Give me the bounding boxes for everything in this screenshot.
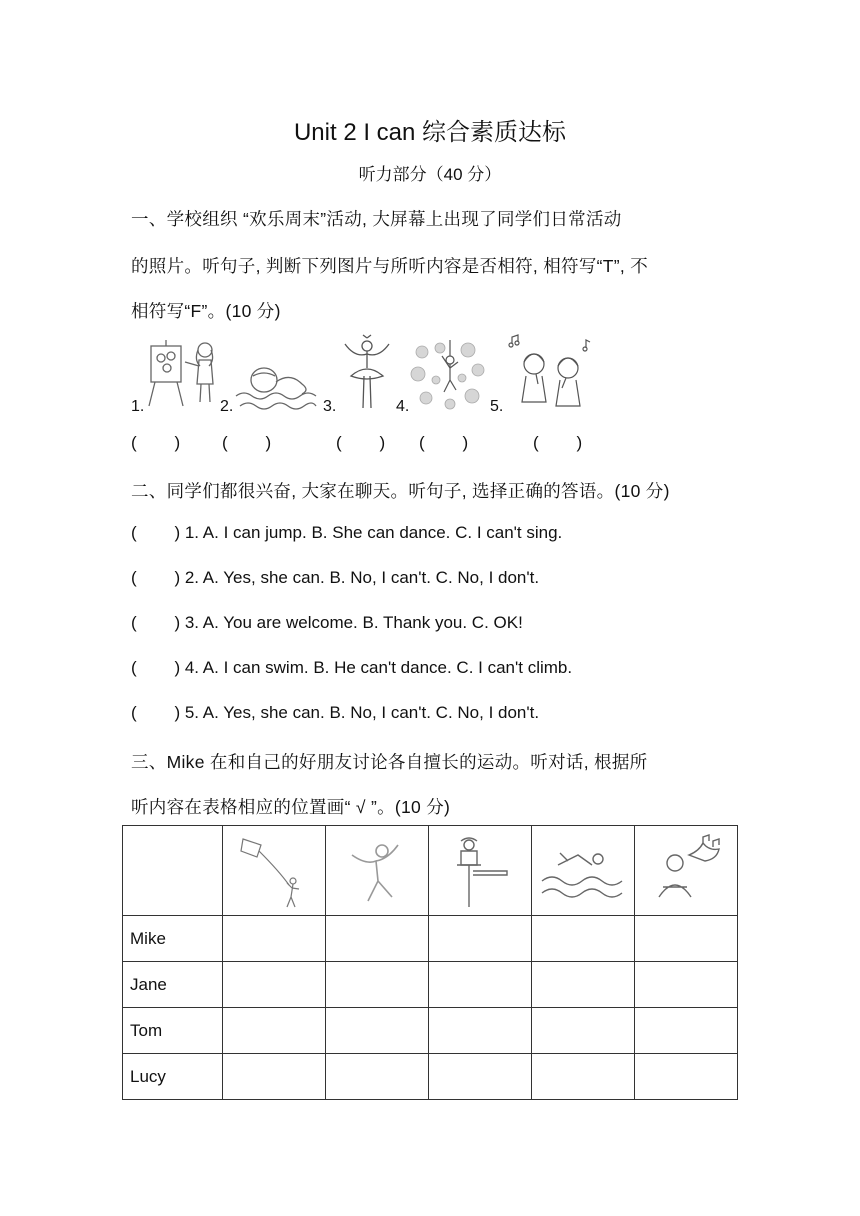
answer-cell[interactable] (635, 962, 738, 1008)
answer-table (122, 825, 738, 1100)
answer-cell[interactable] (326, 1054, 429, 1100)
rock-climbing-icon (410, 340, 488, 414)
answer-cell[interactable] (429, 962, 532, 1008)
section1-line1: 一、学校组织 “欢乐周末”活动, 大屏幕上出现了同学们日常活动 (131, 209, 622, 229)
table-row (123, 916, 738, 962)
row-name-jane: Jane (123, 962, 223, 1008)
dancing-icon (429, 831, 531, 911)
swimming-icon (234, 360, 320, 416)
column-header-jump (326, 826, 429, 916)
jumping-icon (326, 831, 428, 911)
answer-blank-5[interactable]: ( ) (533, 433, 583, 452)
table-row (123, 1054, 738, 1100)
answer-cell[interactable] (223, 1008, 326, 1054)
answer-cell[interactable] (326, 962, 429, 1008)
answer-cell[interactable] (532, 1008, 635, 1054)
table-header-row (123, 826, 738, 916)
row-name-mike: Mike (123, 916, 223, 962)
answer-blank-2[interactable]: ( ) (222, 433, 272, 452)
picture-number-3: 3. (323, 398, 337, 415)
answer-cell[interactable] (532, 1054, 635, 1100)
section1-line3: 相符写“F”。(10 分) (131, 301, 281, 321)
picture-number-5: 5. (490, 398, 504, 415)
answer-blank-4[interactable]: ( ) (419, 433, 469, 452)
question-line: ( ) 1. A. I can jump. B. She can dance. C. I can't sing. (131, 523, 563, 542)
answer-cell[interactable] (326, 1008, 429, 1054)
question-line: ( ) 4. A. I can swim. B. He can't dance. C. I can't climb. (131, 658, 573, 677)
column-header-dance (429, 826, 532, 916)
question-line: ( ) 5. A. Yes, she can. B. No, I can't. C. No, I don't. (131, 703, 540, 722)
answer-cell[interactable] (635, 1008, 738, 1054)
picture-number-2: 2. (220, 398, 234, 415)
answer-cell[interactable] (635, 916, 738, 962)
row-name-tom: Tom (123, 1008, 223, 1054)
section2-heading: 二、同学们都很兴奋, 大家在聊天。听句子, 选择正确的答语。(10 分) (131, 481, 670, 501)
answer-cell[interactable] (223, 962, 326, 1008)
answer-cell[interactable] (429, 1054, 532, 1100)
swimming-icon (532, 831, 634, 911)
answer-cell[interactable] (429, 1008, 532, 1054)
question-line: ( ) 3. A. You are welcome. B. Thank you. C. OK! (131, 613, 523, 632)
answer-cell[interactable] (326, 916, 429, 962)
column-header-kite (223, 826, 326, 916)
page-title: Unit 2 I can 综合素质达标 (293, 119, 567, 146)
section-subtitle: 听力部分（40 分） (358, 165, 502, 184)
singing-children-icon (506, 334, 596, 410)
picture-number-1: 1. (131, 398, 145, 415)
answer-blank-1[interactable]: ( ) (131, 433, 181, 452)
girl-painting-icon (145, 336, 221, 410)
picture-number-4: 4. (396, 398, 410, 415)
answer-cell[interactable] (429, 916, 532, 962)
kite-flying-icon (223, 831, 325, 911)
answer-cell[interactable] (532, 916, 635, 962)
table-row (123, 962, 738, 1008)
column-header-swim (532, 826, 635, 916)
section1-line2: 的照片。听句子, 判断下列图片与所听内容是否相符, 相符写“T”, 不 (131, 256, 649, 276)
answer-cell[interactable] (223, 1054, 326, 1100)
answer-cell[interactable] (532, 962, 635, 1008)
answer-cell[interactable] (635, 1054, 738, 1100)
singing-icon (635, 831, 737, 911)
column-header-sing (635, 826, 738, 916)
section3-line2: 听内容在表格相应的位置画“ √ ”。(10 分) (131, 797, 451, 817)
section3-line1: 三、Mike 在和自己的好朋友讨论各自擅长的运动。听对话, 根据所 (131, 752, 648, 772)
question-line: ( ) 2. A. Yes, she can. B. No, I can't. C. No, I don't. (131, 568, 540, 587)
ballet-dancer-icon (337, 334, 397, 414)
answer-blank-3[interactable]: ( ) (336, 433, 386, 452)
table-corner-cell (123, 826, 223, 916)
row-name-lucy: Lucy (123, 1054, 223, 1100)
table-row (123, 1008, 738, 1054)
answer-cell[interactable] (223, 916, 326, 962)
